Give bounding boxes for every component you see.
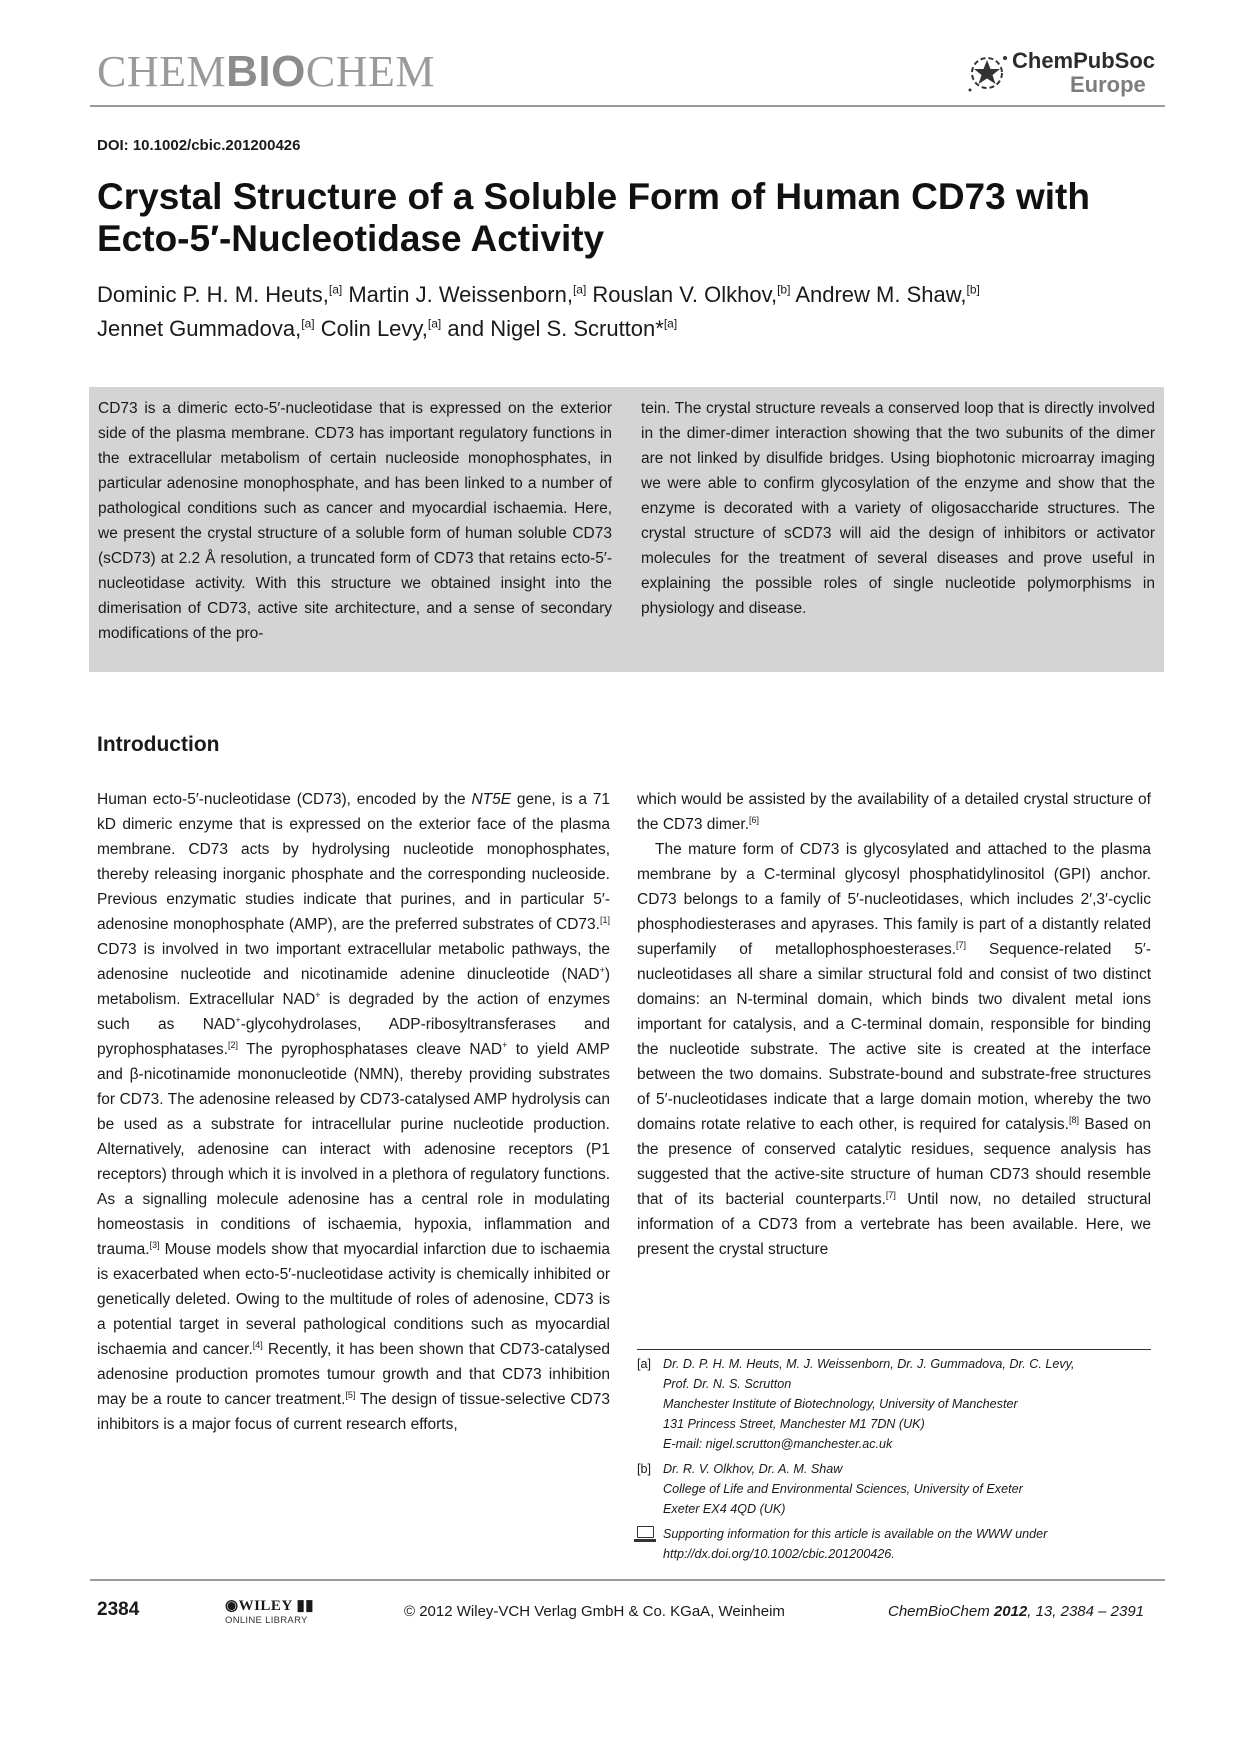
text-run: Recently, it has been shown that CD73-catalysed adenosine production promotes tumour growth and that CD73 inhibition may be a route to cancer treatment. bbox=[97, 1341, 610, 1408]
publisher-region: Europe bbox=[1070, 72, 1146, 97]
author bbox=[592, 282, 790, 307]
journal-title-part3: CHEM bbox=[305, 47, 435, 96]
author-name: Andrew M. Shaw, bbox=[795, 282, 967, 308]
author-affiliation: [a] bbox=[572, 283, 587, 297]
article-title-line2: Ecto-5′-Nucleotidase Activity bbox=[97, 218, 605, 259]
affiliation-footnote-b bbox=[637, 1459, 1157, 1519]
footnote-email[interactable]: E-mail: nigel.scrutton@manchester.ac.uk bbox=[663, 1437, 893, 1451]
reference-marker: [3] bbox=[149, 1239, 160, 1250]
footnote-body bbox=[663, 1354, 1157, 1454]
section-heading: Introduction bbox=[97, 733, 220, 756]
text-run: Sequence-related 5′-nucleotidases all share a similar structural fold and consist of two distinct domains: an N-terminal domain, which binds two divalent metal ions important for catalysis, and a C-terminal domain, responsible for binding the nucleotide substrate. The active site is created at the interface between the two domains. Substrate-bound and substrate-free structures of 5′-nucleotidases indicate that a large domain motion, whereby the two domains rotate relative to each other, is required for catalysis. bbox=[637, 941, 1152, 1133]
article-title bbox=[97, 176, 1157, 260]
citation-year: 2012 bbox=[993, 1603, 1028, 1620]
supporting-info-link[interactable]: http://dx.doi.org/10.1002/cbic.201200426. bbox=[663, 1547, 895, 1561]
wiley-wordmark bbox=[225, 1596, 335, 1615]
journal-title bbox=[97, 47, 435, 96]
author-affiliation: [a] bbox=[328, 283, 343, 297]
page-number: 2384 bbox=[97, 1599, 140, 1620]
paragraph bbox=[637, 787, 1151, 837]
wiley-emblem-icon: ◉ bbox=[225, 1598, 239, 1614]
text-run: Human ecto-5′-nucleotidase (CD73), encoded by the bbox=[97, 791, 472, 808]
text-run: to yield AMP and β-nicotinamide mononucleotide (NMN), thereby providing substrates for CD73. The adenosine released by CD73-catalysed AMP hydrolysis can be used as a substrate for intracellular purine nucleotide production. Alternatively, adenosine can interact with adenosine receptors (P1 receptors) through which it is involved in a plethora of regulatory functions. As a signalling molecule adenosine has a central role in modulating homeostasis in conditions of ischaemia, hypoxia, inflammation and trauma. bbox=[97, 1041, 610, 1258]
supporting-info-footnote bbox=[637, 1524, 1157, 1564]
reference-marker: [5] bbox=[345, 1389, 356, 1400]
author-affiliation: [b] bbox=[777, 283, 791, 297]
footnote-line: Supporting information for this article is available on the WWW under bbox=[663, 1527, 1048, 1541]
footnote-tag: [a] bbox=[637, 1357, 652, 1371]
paragraph bbox=[97, 787, 610, 1437]
author-affiliation: [a] bbox=[301, 316, 315, 331]
journal-title-part2: BIO bbox=[226, 47, 306, 96]
superscript-plus: + bbox=[502, 1039, 508, 1050]
affiliation-footnote-a bbox=[637, 1354, 1157, 1454]
wiley-name: WILEY bbox=[238, 1598, 293, 1614]
footnote-line: Manchester Institute of Biotechnology, University of Manchester bbox=[663, 1397, 1018, 1411]
abstract-text-left: CD73 is a dimeric ecto-5′-nucleotidase that is expressed on the exterior side of the plasma membrane. CD73 has important regulatory functions in the extracellular metabolism of certain nucleoside monophosphates, in particular adenosine monophosphate, and has been linked to a number of pathological conditions such as cancer and myocardial ischaemia. Here, we present the crystal structure of a soluble form of human soluble CD73 (sCD73) at 2.2 Å resolution, a truncated form of CD73 that retains ecto-5′-nucleotidase activity. With this structure we obtained insight into the dimerisation of CD73, active site architecture, and a sense of secondary modifications of the pro- bbox=[98, 400, 612, 642]
body-column-right bbox=[637, 787, 1151, 1262]
footnote-line: 131 Princess Street, Manchester M1 7DN (UK) bbox=[663, 1417, 925, 1431]
text-run: is degraded by the action of enzymes such as NAD bbox=[97, 991, 610, 1033]
doi: DOI: 10.1002/cbic.201200426 bbox=[97, 137, 301, 154]
footnote-line: Prof. Dr. N. S. Scrutton bbox=[663, 1377, 792, 1391]
publisher-name: ChemPubSoc bbox=[1012, 48, 1156, 73]
paragraph bbox=[637, 837, 1151, 1262]
author-affiliation: [a] bbox=[663, 316, 678, 331]
text-run: Based on the presence of conserved catalytic residues, sequence analysis has suggested that the active-site structure of human CD73 should resemble that of its bacterial counterparts. bbox=[637, 1116, 1152, 1208]
journal-citation bbox=[888, 1603, 1144, 1620]
text-run: Mouse models show that myocardial infarction due to ischaemia is exacerbated when ecto-5′-nucleotidase activity is chemically inhibited or genetically deleted. Owing to the multitude of roles of adenosine, CD73 is a potential target in several pathological conditions such as myocardial ischaemia and cancer. bbox=[97, 1241, 610, 1358]
article-title-line1: Crystal Structure of a Soluble Form of Human CD73 with bbox=[97, 176, 1090, 217]
reference-marker: [1] bbox=[599, 914, 610, 925]
author bbox=[795, 282, 980, 307]
author-name: Colin Levy, bbox=[320, 315, 428, 341]
footnote-body bbox=[663, 1459, 1157, 1519]
author bbox=[321, 316, 442, 341]
copyright-notice: © 2012 Wiley-VCH Verlag GmbH & Co. KGaA, Weinheim bbox=[404, 1603, 785, 1620]
text-run: gene, is a 71 kD dimeric enzyme that is expressed on the exterior face of the plasma membrane. CD73 acts by hydrolysing nucleotide monophosphates, thereby releasing inorganic phosphate and the corresponding nucleoside. Previous enzymatic studies indicate that purines, and in particular 5′-adenosine monophosphate (AMP), are the preferred substrates of CD73. bbox=[97, 791, 610, 933]
author-name: Dominic P. H. M. Heuts, bbox=[97, 282, 329, 308]
reference-marker: [7] bbox=[885, 1189, 896, 1200]
author bbox=[97, 316, 315, 341]
abstract-box bbox=[89, 387, 1164, 672]
text-run: -glycohydrolases, ADP-ribosyltransferases and pyrophosphatases. bbox=[97, 1016, 610, 1058]
chempubsoc-star-emblem-icon bbox=[965, 50, 1009, 96]
author bbox=[97, 282, 342, 307]
body-column-left bbox=[97, 787, 610, 1437]
wiley-subtitle: ONLINE LIBRARY bbox=[225, 1615, 308, 1626]
text-run: Until now, no detailed structural information of a CD73 from a vertebrate has been available. Here, we present the crystal structure bbox=[637, 1191, 1152, 1258]
book-stack-icon: ▮▮ bbox=[292, 1598, 314, 1614]
citation-journal: ChemBioChem bbox=[888, 1603, 994, 1620]
author-affiliation: [b] bbox=[966, 283, 980, 297]
text-run: CD73 is involved in two important extracellular metabolic pathways, the adenosine nucleotide and nicotinamide adenine dinucleotide (NAD bbox=[97, 941, 610, 983]
text-run: The mature form of CD73 is glycosylated and attached to the plasma membrane by a C-terminal glycosyl phosphatidylinositol (GPI) anchor. CD73 belongs to a family of 5′-nucleotidases, which includes 2′,3′-cyclic phosphodiesterases and apyrases. This family is part of a distantly related superfamily of metallophosphoesterases. bbox=[637, 841, 1151, 958]
author bbox=[447, 316, 677, 341]
author-name: Jennet Gummadova, bbox=[97, 315, 302, 341]
author-affiliation: [a] bbox=[427, 316, 442, 331]
footnote-line: Dr. R. V. Olkhov, Dr. A. M. Shaw bbox=[663, 1462, 843, 1476]
text-run: The pyrophosphatases cleave NAD bbox=[238, 1041, 503, 1058]
superscript-plus: + bbox=[315, 989, 321, 1000]
footnotes bbox=[637, 1354, 1157, 1569]
author bbox=[348, 282, 586, 307]
laptop-icon bbox=[637, 1526, 654, 1538]
text-run: ) metabolism. Extracellular NAD bbox=[97, 966, 610, 1008]
gene-name: NT5E bbox=[471, 791, 512, 808]
footnote-rule bbox=[637, 1349, 1151, 1350]
reference-marker: [8] bbox=[1069, 1114, 1080, 1125]
wiley-online-library-logo bbox=[225, 1596, 335, 1626]
text-run: The design of tissue-selective CD73 inhibitors is a major focus of current research efforts, bbox=[97, 1391, 610, 1433]
footnote-body bbox=[663, 1524, 1157, 1564]
chempubsoc-logo bbox=[965, 48, 1165, 100]
citation-volume-pages: , 13, 2384 – 2391 bbox=[1027, 1603, 1145, 1620]
superscript-plus: + bbox=[599, 964, 605, 975]
footnote-tag: [b] bbox=[637, 1462, 652, 1476]
abstract-text-right: tein. The crystal structure reveals a conserved loop that is directly involved in the dimer-dimer interaction showing that the two subunits of the dimer are not linked by disulfide bridges. Using biophotonic microarray imaging we were able to confirm glycosylation of the enzyme and show that the enzyme is decorated with a variety of oligosaccharide structures. The crystal structure of sCD73 will aid the design of inhibitors or activator molecules for the treatment of several diseases and prove useful in explaining the possible roles of single nucleotide polymorphisms in physiology and disease. bbox=[641, 400, 1155, 617]
author-name: and Nigel S. Scrutton* bbox=[447, 315, 664, 341]
reference-marker: [2] bbox=[227, 1039, 238, 1050]
superscript-plus: + bbox=[235, 1014, 241, 1025]
footnote-line: Dr. D. P. H. M. Heuts, M. J. Weissenborn, Dr. J. Gummadova, Dr. C. Levy, bbox=[663, 1357, 1075, 1371]
text-run: which would be assisted by the availability of a detailed crystal structure of the CD73 dimer. bbox=[637, 791, 1151, 833]
author-name: Martin J. Weissenborn, bbox=[348, 282, 573, 308]
footer-rule bbox=[90, 1579, 1165, 1581]
reference-marker: [6] bbox=[749, 814, 760, 825]
footnote-line: College of Life and Environmental Sciences, University of Exeter bbox=[663, 1482, 1023, 1496]
header-rule bbox=[90, 105, 1165, 107]
author-name: Rouslan V. Olkhov, bbox=[592, 282, 778, 308]
reference-marker: [4] bbox=[252, 1339, 263, 1350]
author-list bbox=[97, 276, 1157, 343]
footnote-line: Exeter EX4 4QD (UK) bbox=[663, 1502, 786, 1516]
reference-marker: [7] bbox=[956, 939, 967, 950]
journal-title-part1: CHEM bbox=[97, 47, 227, 96]
